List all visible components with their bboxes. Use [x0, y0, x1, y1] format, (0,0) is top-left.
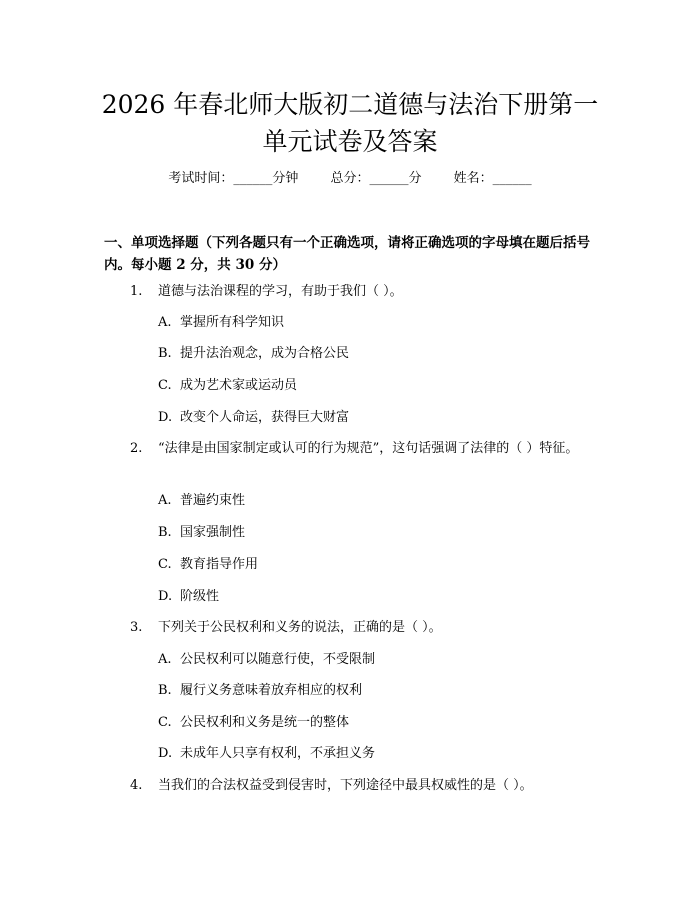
option-letter: D. [158, 589, 173, 604]
section-heading: 一、单项选择题（下列各题只有一个正确选项，请将正确选项的字母填在题后括号内。每小题 2 分，共 30 分） [104, 235, 590, 273]
option-letter: C. [158, 557, 172, 572]
option-letter: C. [158, 378, 172, 393]
answer-option [158, 714, 349, 732]
option-letter: B. [158, 683, 172, 698]
option-text: 未成年人只享有权利，不承担义务 [180, 746, 376, 761]
option-text: 提升法治观念，成为合格公民 [180, 346, 350, 361]
option-text: 国家强制性 [180, 525, 246, 540]
title-line-2: 单元试卷及答案 [262, 127, 438, 156]
answer-option [158, 314, 284, 332]
option-text: 普遍约束性 [180, 493, 246, 508]
answer-option [158, 745, 375, 763]
option-letter: B. [158, 346, 172, 361]
answer-option [158, 492, 245, 510]
question-number: 2. [130, 441, 143, 456]
option-letter: C. [158, 715, 172, 730]
option-letter: A. [158, 315, 172, 330]
total-score-field: 总分：______分 [330, 171, 422, 186]
answer-option [158, 682, 362, 700]
question-number: 3. [130, 620, 143, 635]
answer-option [158, 377, 297, 395]
answer-option [158, 409, 349, 427]
option-letter: A. [158, 493, 172, 508]
answer-option [158, 524, 245, 542]
question-text: 下列关于公民权利和义务的说法，正确的是（ ）。 [158, 620, 442, 635]
question-text: 道德与法治课程的学习，有助于我们（ ）。 [158, 284, 403, 299]
question-number: 4. [130, 778, 143, 793]
question-text: 当我们的合法权益受到侵害时，下列途径中最具权威性的是（ ）。 [158, 778, 533, 793]
option-text: 履行义务意味着放弃相应的权利 [180, 683, 363, 698]
option-text: 成为艺术家或运动员 [180, 378, 298, 393]
option-text: 教育指导作用 [180, 557, 259, 572]
option-letter: A. [158, 652, 172, 667]
answer-option [158, 588, 219, 606]
answer-option [158, 345, 349, 363]
question-stem [104, 440, 598, 460]
question-stem [104, 777, 598, 795]
option-text: 公民权利可以随意行使，不受限制 [180, 652, 376, 667]
answer-option [158, 651, 375, 669]
option-letter: B. [158, 525, 172, 540]
question-stem [104, 619, 598, 637]
student-name-field: 姓名：______ [453, 171, 532, 186]
option-letter: D. [158, 746, 173, 761]
option-text: 改变个人命运，获得巨大财富 [180, 410, 350, 425]
exam-time-field: 考试时间：______分钟 [168, 171, 299, 186]
title-line-1: 2026 年春北师大版初二道德与法治下册第一 [101, 90, 599, 119]
option-letter: D. [158, 410, 173, 425]
document-title [0, 86, 700, 160]
exam-meta [0, 170, 700, 188]
option-text: 掌握所有科学知识 [180, 315, 285, 330]
question-text: “法律是由国家制定或认可的行为规范”，这句话强调了法律的（ ）特征。 [158, 441, 579, 456]
option-text: 阶级性 [180, 589, 220, 604]
answer-option [158, 556, 258, 574]
option-text: 公民权利和义务是统一的整体 [180, 715, 350, 730]
question-stem [104, 283, 598, 301]
question-number: 1. [130, 284, 143, 299]
